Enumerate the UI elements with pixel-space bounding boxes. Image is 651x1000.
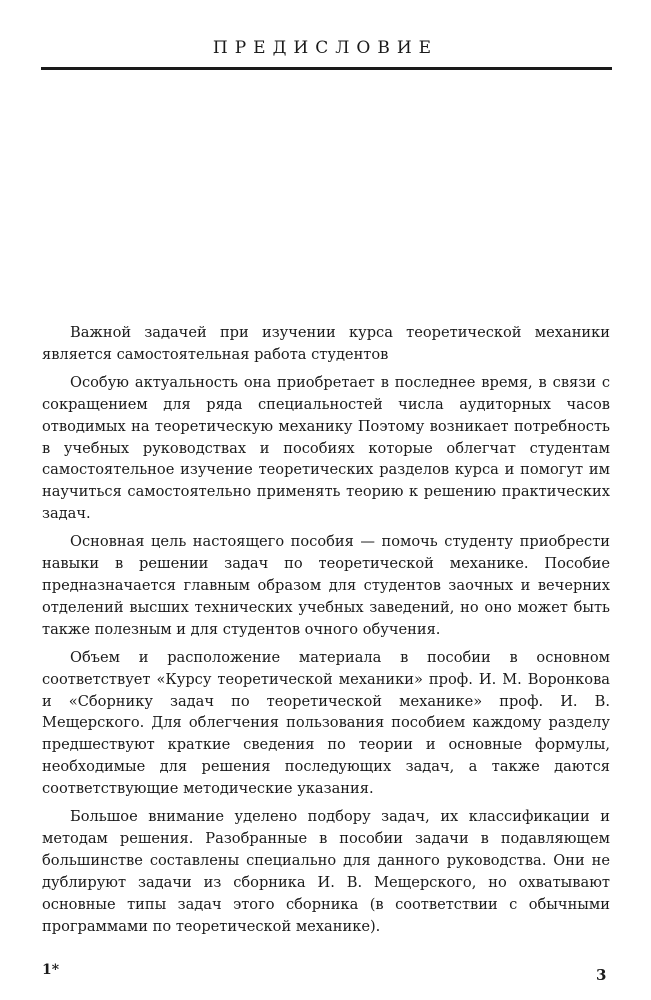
paragraph: Большое внимание уделено подбору задач, их классификации и методам решения. Разобранные в пособии задачи в подавляющем большинстве составлены специально для данного руководства. Они не дублируют задачи из сборника И. В. Мещерского, но охватывают основные типы задач этого сборника (в соответствии с обычными программами по теоретической механике). <box>42 808 610 935</box>
page-number: 3 <box>596 966 607 984</box>
page-title: ПРЕДИСЛОВИЕ <box>212 38 439 58</box>
paragraph: Особую актуальность она приобретает в последнее время, в связи с сокращением для ряда специальностей числа аудиторных часов отводимых на теоретическую механику Поэтому возникает потребность в учебных руководствах и пособиях которые облегчат студентам самостоятельное изучение теоретических разделов курса и помогут им научиться самостоятельно применять теорию к решению практических задач. <box>42 373 610 523</box>
header-rule <box>41 67 612 70</box>
signature-mark: 1* <box>42 962 60 978</box>
body-text <box>42 322 610 943</box>
paragraph: Объем и расположение материала в пособии в основном соответствует «Курсу теоретической механики» проф. И. М. Воронкова и «Сборнику задач по теоретической механике» проф. И. В. Мещерского. Для облегчения пользования пособием каждому разделу предшествуют краткие сведения по теории и основные формулы, необходимые для решения последующих задач, а также даются соответствующие методические указания. <box>42 648 610 798</box>
paragraph: Основная цель настоящего пособия — помочь студенту приобрести навыки в решении задач по теоретической механике. Пособие предназначается главным образом для студентов заочных и вечерних отделений высших технических учебных заведений, но оно может быть также полезным и для студентов очного обучения. <box>42 533 610 638</box>
paragraph: Важной задачей при изучении курса теоретической механики является самостоятельная работа студентов <box>42 324 610 363</box>
